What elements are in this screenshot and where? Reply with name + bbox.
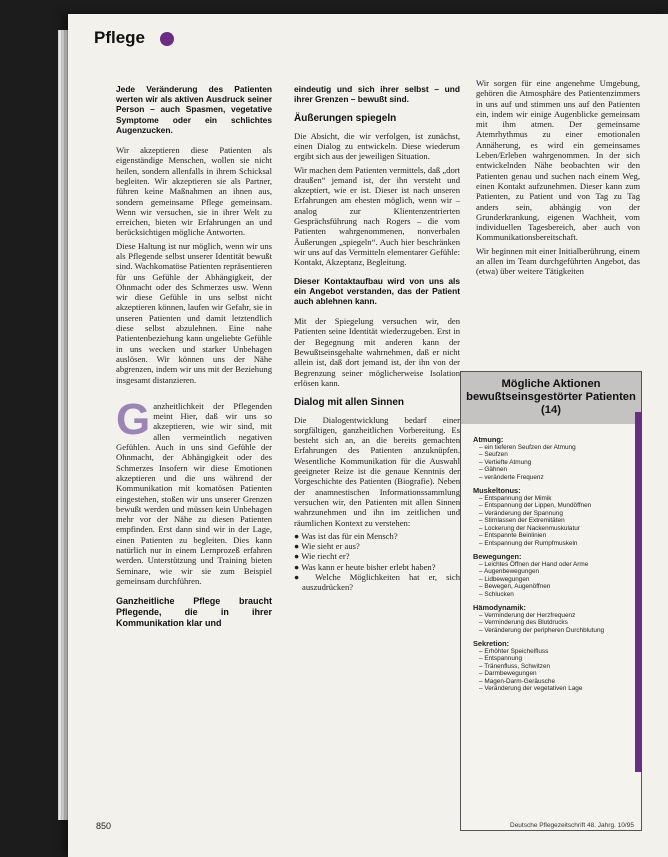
category-title: Bewegungen: [473,552,522,561]
category-title: Sekretion: [473,639,510,648]
bullet-text: Welche Möglichkeiten hat er, sich auszudrücken? [302,572,460,593]
info-box-body [461,424,641,693]
list-item: – Vertiefte Atmung [479,459,627,467]
list-item: – Lockerung der Nackenmuskulatur [479,525,627,533]
column-2-paragraph-3: Mit der Spiegelung versuchen wir, den Patienten seine Identität wiederzugeben. Erst in der Begegnung mit anderen kann der Bewußtseinsgehalte wahrnehmen, daß er nicht allein ist, daß dort jemand ist, der ihn von der Begrenzung seiner möglicherweise Isolation erlösen kann. [294,316,460,388]
list-item: – Gähnen [479,466,627,474]
category-bewegungen [473,553,627,598]
bullet-icon: ● [294,561,302,572]
info-box-accent-bar [635,412,642,772]
list-item: – Darmbewegungen [479,670,627,678]
category-muskeltonus [473,487,627,547]
list-item: – Leichtes Öffnen der Hand oder Arme [479,561,627,569]
column-1-paragraph-1: Wir akzeptieren diese Patienten als eigenständige Menschen, wollen sie nicht heilen, sondern allenfalls in ihrem Schicksal begleiten. Wir akzeptieren sie als Partner, führen keine Maßnahmen an ihnen aus, sondern gemeinsame Pflege gemeinsam. Wenn wir versuchen, sie in ihrer Welt zu erreichen, bieten wir Erfahrungen an und berücksichtigen mögliche Antworten. [116,145,272,238]
list-item: – Entspannung der Lippen, Mundöffnen [479,502,627,510]
list-item: – Veränderung der Spannung [479,510,627,518]
section-title: Pflege [94,28,146,47]
column-2-lead: eindeutig und sich ihrer selbst – und ihrer Grenzen – bewußt sind. [294,84,460,105]
list-item: – Veränderung der vegetativen Lage [479,685,627,693]
section-marker-dot [160,32,174,46]
column-1-closing: Ganzheitliche Pflege braucht Pflegende, die in ihrer Kommunikation klar und [116,596,272,629]
list-item [294,572,460,593]
column-2-lead-2: Dieser Kontaktaufbau wird von uns als ein Angebot verstanden, das der Patient auch ablehnen kann. [294,275,460,306]
heading-dialog: Dialog mit allen Sinnen [294,397,405,409]
bullet-icon: ● [294,541,302,552]
column-2-paragraph-4: Die Dialogentwicklung bedarf einer sorgfältigen, ganzheitlichen Vorbereitung. Es besteht sich an, an die bereits gemachten Erfahrungen des Patienten anzuknüpfen. Wesentliche Kommunikation für die Auswahl geeigneter Reize ist die genaue Kenntnis der Vorgeschichte des Patienten (Biografie). Neben der anamnestischen Informationssammlung versuchen wir, den Patienten mit allen Sinnen wahrzunehmen und ihn im zeitlichen und räumlichen Kontext zu verstehen: [294,414,460,528]
heading-aeusserungen: Äußerungen spiegeln [294,113,397,125]
list-item: – Verminderung des Blutdrucks [479,619,627,627]
page-number: 850 [96,821,112,831]
list-item: – Augenbewegungen [479,568,627,576]
category-title: Muskeltonus: [473,486,521,495]
list-item [294,551,460,561]
column-1 [116,84,272,818]
info-box [460,371,642,831]
list-item: – Bewegen, Augenöffnen [479,583,627,591]
bullet-icon: ● [294,572,316,582]
book-page-edge [58,30,68,820]
list-item: – Entspannung der Rumpfmuskeln [479,540,627,548]
list-item: – Entspannung der Mimik [479,495,627,503]
list-item: – veränderte Frequenz [479,474,627,482]
column-3-paragraph-2: Wir beginnen mit einer Initialberührung, einem an allen im Team durchgeführten Angebot, das (etwa) über weitere Tätigkeiten [476,245,640,277]
list-item: – Verminderung der Herzfrequenz [479,612,627,620]
list-item: – Magen-Darm-Geräusche [479,678,627,686]
list-item [294,562,460,572]
category-haemodynamik [473,604,627,634]
journal-source: Deutsche Pflegezeitschrift 48. Jahrg. 10/95 [510,822,634,829]
bullet-text: Was ist das für ein Mensch? [301,530,398,541]
column-1-paragraph-3: anzheitlichkeit der Pflegenden meint Hier, daß wir uns so akzeptieren, wie wir sind, mit allen vermeintlich negativen Gefühlen. Auch in uns sind Gefühle der Ohnmacht, der Abhängigkeit oder des Schmerzes Insofern wir diese Emotionen akzeptieren und die uns während der Kommunikation mit komatösen Patienten eingestehen, stoßen wir uns unserer Grenzen bewußt werden und müssen kein Unbehagen mehr vor der Nähe zu diesen Patienten empfinden. Erst dann sind wir in der Lage, einen Patienten zu begleiten. Dies kann natürlich nur in einem Lernprozeß erfahren werden. Unterstützung und Training bieten Seminare, wie wir sie zum Beispiel gemeinsam durchführen. [116,400,272,586]
column-3 [476,78,640,363]
list-item: – Tränenfluss, Schwitzen [479,663,627,671]
list-item [294,541,460,551]
bullet-text: Wie riecht er? [301,551,350,562]
category-title: Atmung: [473,435,504,444]
list-item [294,531,460,541]
list-item: – Lidbewegungen [479,576,627,584]
bullet-icon: ● [294,530,302,541]
column-2-paragraph-1: Die Absicht, die wir verfolgen, ist zunächst, einen Dialog zu entwickeln. Diese wiederum ergibt sich aus der jeweiligen Situation. [294,130,460,162]
list-item: – Stirnlassen der Extremitäten [479,517,627,525]
column-2 [294,84,460,818]
list-item: – Veränderung der peripheren Durchblutung [479,627,627,635]
list-item: – ein tieferen Seufzen der Atmung [479,444,627,452]
bullet-icon: ● [294,551,302,562]
list-item: – Entspannung [479,655,627,663]
category-title: Hämodynamik: [473,603,526,612]
bullet-list [294,531,460,593]
column-1-lead: Jede Veränderung des Patienten werten wir als aktiven Ausdruck seiner Person – auch Spasmen, vegetative Symptome oder ein schlichtes Augenzucken. [116,84,272,135]
category-sekretion [473,640,627,693]
info-box-title: Mögliche Aktionen bewußtseinsgestörter Patienten (14) [461,372,641,424]
column-1-paragraph-2: Diese Haltung ist nur möglich, wenn wir uns als Pflegende selbst unserer Identität bewußt sind. Wachkomatöse Patienten repräsentieren für uns Gefühle der Abhängigkeit, der Ohnmacht oder des Schmerzes usw. Wenn wir diese Gefühle in uns selbst nicht akzeptieren können, laufen wir Gefahr, sie in unseren Patienten und damit letztendlich diese selbst abzulehnen. Eine nahe Patientenbeziehung kann ungeliebte Gefühle in uns wecken und starker Unbehagen auslösen. Wir können uns der Nähe abgrenzen, indem wir uns mit der Beziehung insgesamt distanzieren. [116,240,272,385]
column-2-paragraph-2: Wir machen dem Patienten vermittels, daß „dort draußen“ jemand ist, der ihn versteht und akzeptiert, wie er ist. Dieser ist nach unseren Erfahrungen am ehesten möglich, wenn wir – analog zur Klientenzentrierten Gesprächsführung nach Rogers – die vom Patienten wahrgenommenen, nonverbalen Äußerungen „spiegeln“. Auch hier beschränken wir uns auf das Vermitteln elementarer Gefühle: Kontakt, Akzeptanz, Begleitung. [294,164,460,268]
list-item: – Entspannte Beinlinien [479,532,627,540]
list-item: – Erhöhter Speichelfluss [479,648,627,656]
bullet-text: Was kann er heute bisher erlebt haben? [301,561,436,572]
column-1-dropcap-block [116,394,272,586]
list-item: – Schlucken [479,591,627,599]
category-atmung [473,436,627,481]
list-item: – Seufzen [479,451,627,459]
bullet-text: Wie sieht er aus? [301,541,360,552]
column-3-paragraph-1: Wir sorgen für eine angenehme Umgebung, gehören die Atmosphäre des Patientenzimmers in uns auf und stimmen uns auf den Patienten ein, indem wir einige Augenblicke gemeinsam mit ihm atmen. Der gemeinsame Atemrhythmus zu einer emotionalen Annäherung, es wird ein gemeinsames Leben/Erleben wahrgenommen. In der sich entwickelnden Nähe beobachten wir den Patienten genau und suchen nach einem Weg, einen Kontakt aufzunehmen. Dieser kann zum Patienten, zu Patient und von Tag zu Tag anders sein, abhängig von der Grunderkrankung, eigenen Wachheit, vom individuellen Tagesbereich, aber auch von Kommunikationsbereitschaft. [476,78,640,243]
drop-cap: G [116,394,151,444]
